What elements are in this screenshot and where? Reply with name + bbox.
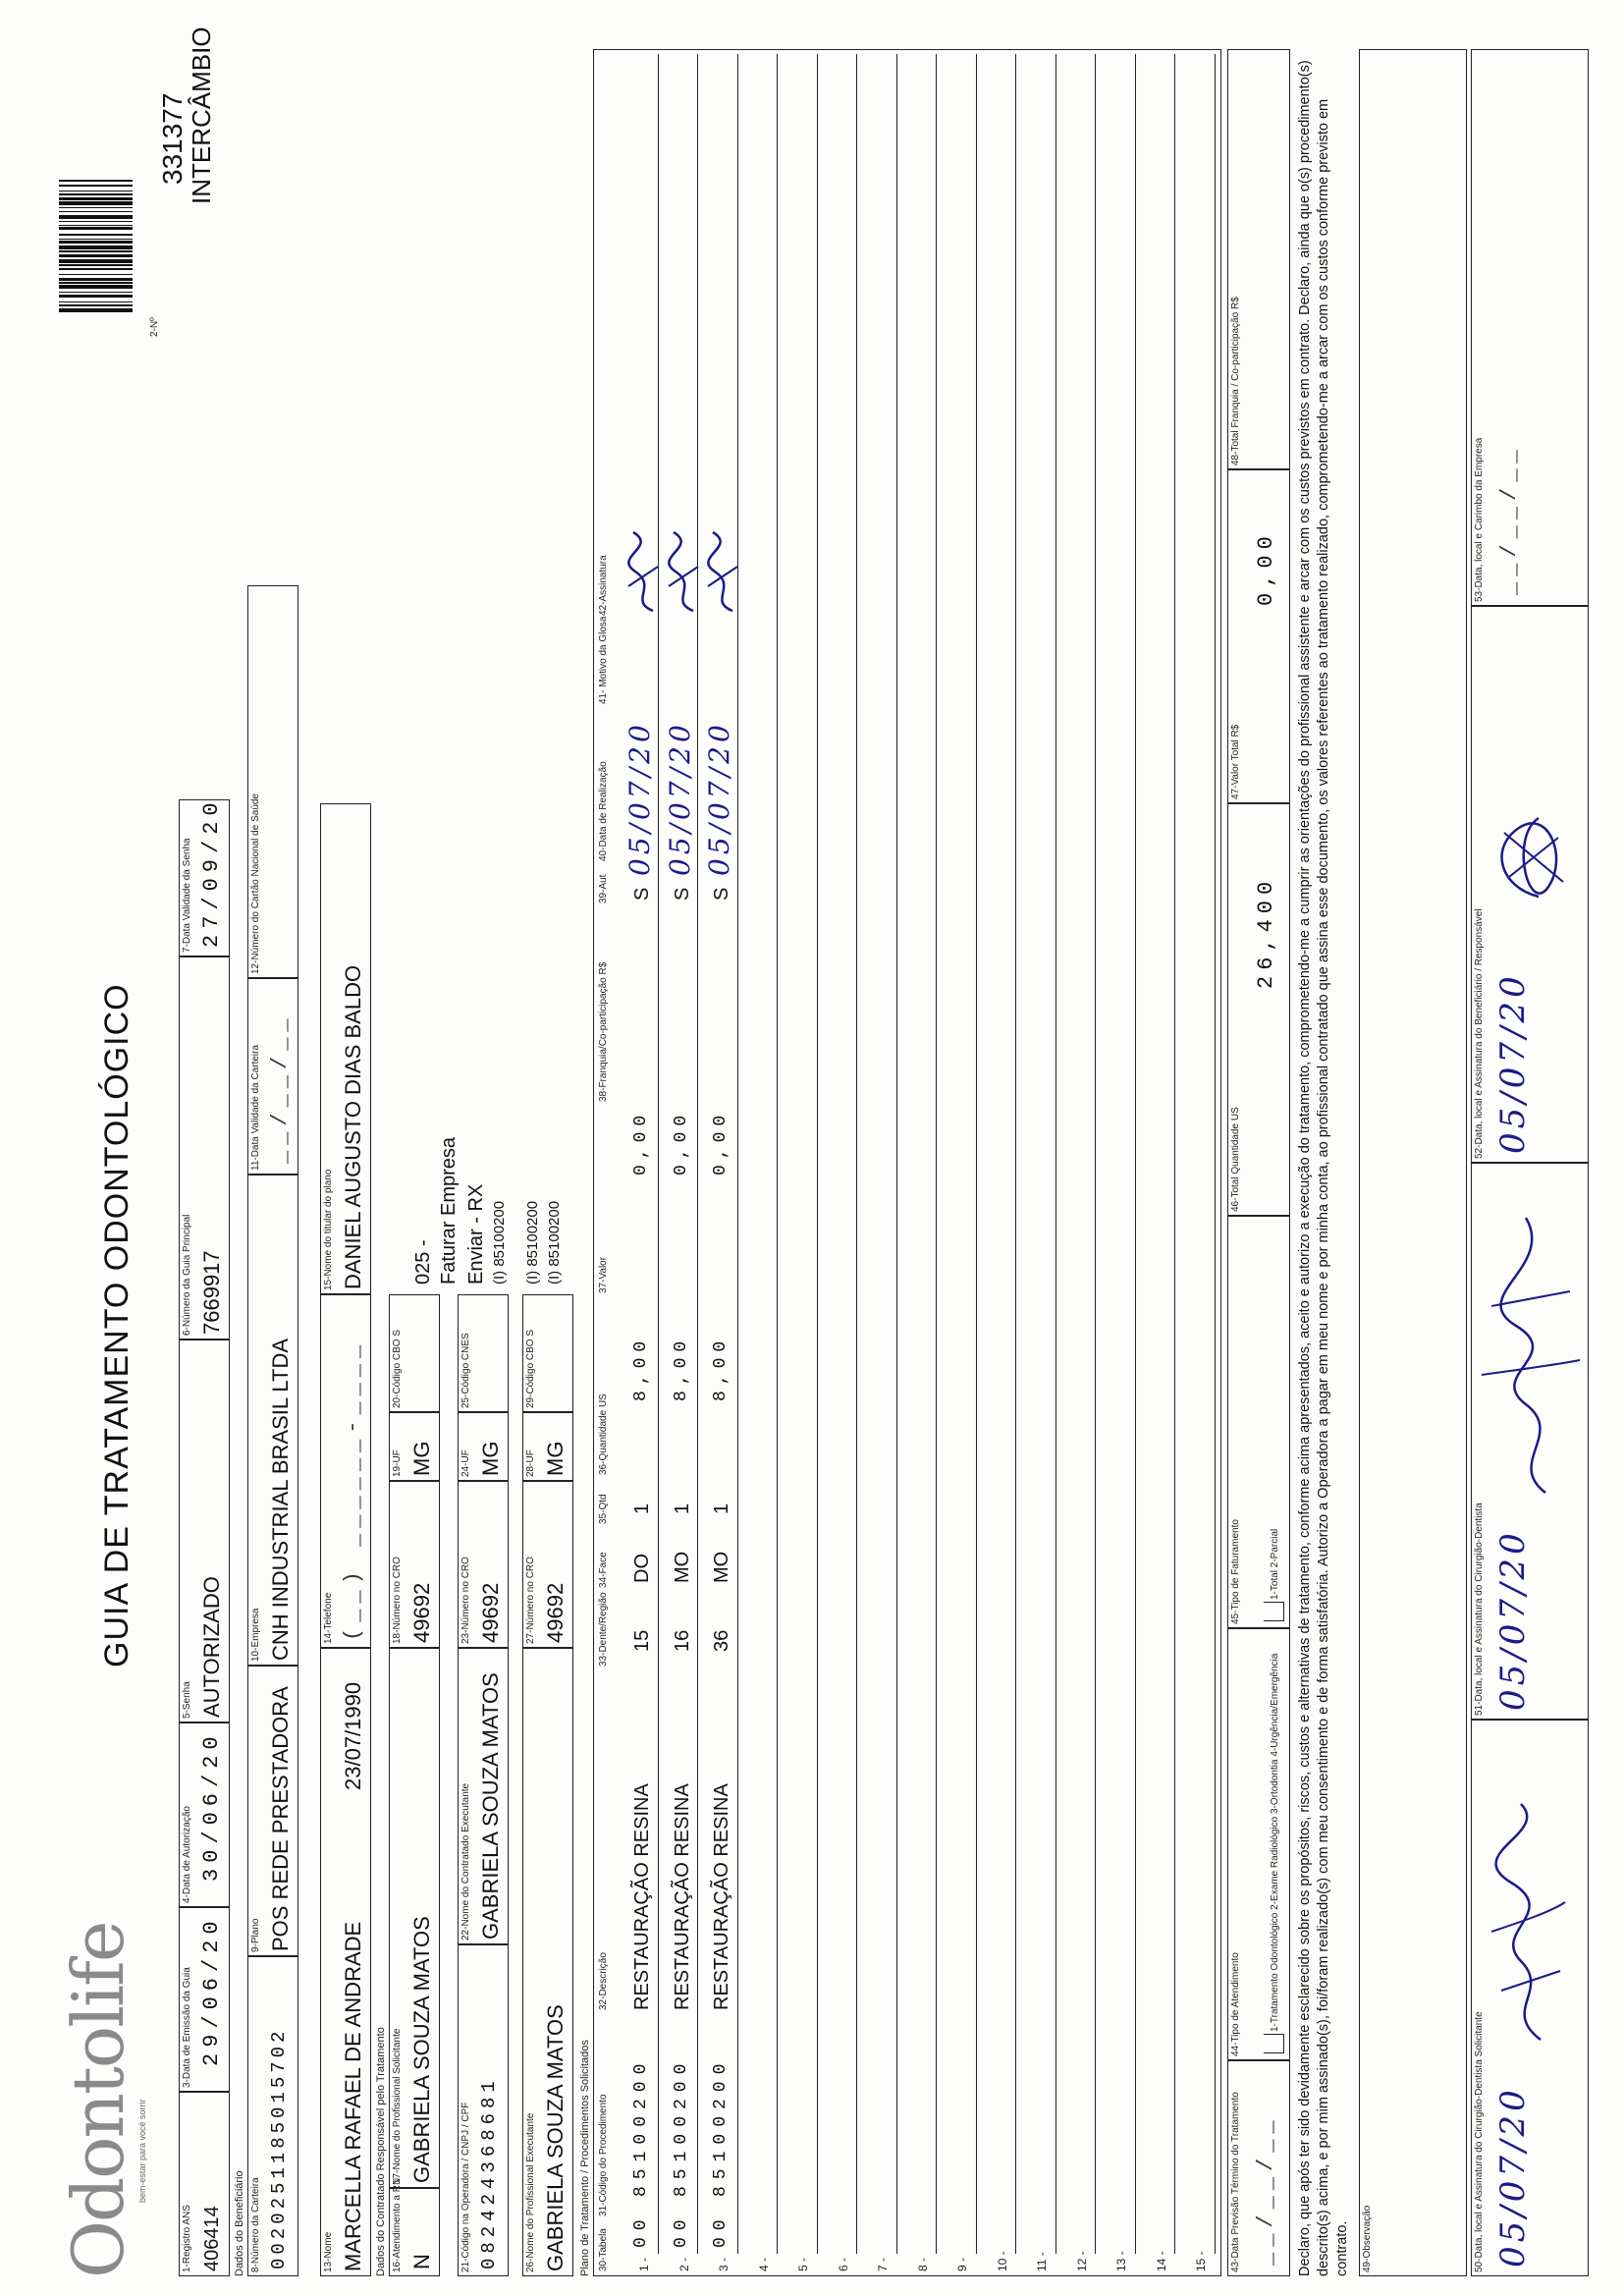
field-prof-exec xyxy=(522,1648,573,2276)
field-validade-senha xyxy=(179,796,230,957)
field-registro-ans xyxy=(179,2092,230,2276)
cell-qtd: 1 xyxy=(711,1503,732,1514)
valor-total-label: 47-Valor Total R$ xyxy=(1230,724,1241,799)
row-number: 7 - xyxy=(876,2257,890,2271)
cell-data-realizacao: 05/07/20 xyxy=(703,721,735,876)
field-total-us xyxy=(1227,803,1290,1216)
validade-senha-label: 7-Data Validade da Senha xyxy=(182,838,192,953)
col-header-glosa: 41- Motivo da Glosa xyxy=(598,616,609,704)
cell-dente: 36 xyxy=(711,1629,732,1652)
row-number: 14 - xyxy=(1154,2251,1168,2271)
cell-tabela: 00 xyxy=(671,2213,691,2248)
field-cartao-nacional xyxy=(247,585,298,978)
row-baseline xyxy=(658,54,659,2254)
cnes-label: 25-Código CNES xyxy=(460,1333,471,1408)
declaration-text: Declaro, que após ter sido devidamente esclarecido sobre os propósitos, riscos, custos e alternativas de tratamento, conforme acima apresentados, aceito e autorizo a execução do tratamento, comprometendo-me a cumprir as orientações do profissional assistente e arcar com os custos previstos em contrato. Declaro, ainda que o(s) procedimento(s) descrito(s) acima, e por mim assinado(s), foi/foram realizado(s) com meu consentimento e de forma satisfatória. Autorizo a Operadora a pagar em meu nome e por minha conta, ao profissional contratado que assina esse documento, os valores referentes ao tratamento realizado, comprometendo-me a arcar com os custos conforme previsto em contrato. xyxy=(1297,60,1350,2276)
field-uf-24 xyxy=(458,1412,509,1481)
data-autorizacao-value: 30/06/20 xyxy=(199,1730,224,1882)
field-observacao[interactable] xyxy=(1359,49,1467,2276)
field-cbo-29 xyxy=(522,1294,573,1412)
cell-tabela: 00 xyxy=(631,2213,651,2248)
table-row xyxy=(1101,50,1141,2275)
empresa-value: CNH INDUSTRIAL BRASIL LTDA xyxy=(268,1338,293,1661)
cro-27-value: 49692 xyxy=(543,1582,568,1643)
row-number: 3 - xyxy=(717,2257,731,2271)
row-number: 9 - xyxy=(955,2257,969,2271)
field-uf-28 xyxy=(522,1412,573,1481)
col-header-data-realizacao: 40-Data de Realização xyxy=(598,761,609,861)
sig50-date: 05/07/20 xyxy=(1493,2086,1533,2268)
procedures-table xyxy=(593,49,1221,2276)
table-row xyxy=(1021,50,1061,2275)
registro-ans-value: 406414 xyxy=(201,2206,223,2271)
logo-tagline: bem-estar para você sorrir xyxy=(137,2099,147,2203)
field-cro-23 xyxy=(458,1481,509,1648)
field-titular xyxy=(320,803,371,1294)
col-header-aut: 39-Aut xyxy=(598,874,609,903)
titular-value: DANIEL AUGUSTO DIAS BALDO xyxy=(341,964,365,1289)
table-row xyxy=(862,50,902,2275)
field-data-autorizacao xyxy=(179,1722,230,1907)
col-header-dente: 33-Dente/Região xyxy=(598,1592,609,1667)
cod-operadora-label: 21-Código na Operadora / CNPJ / CPF xyxy=(460,2102,471,2272)
cro-18-value: 49692 xyxy=(409,1582,434,1643)
validade-senha-value: 27/09/20 xyxy=(199,796,224,948)
note-faturar-empresa: Faturar Empresa xyxy=(438,1136,460,1285)
cell-codigo: 85100200 xyxy=(671,2056,691,2197)
row-baseline xyxy=(976,54,977,2254)
row-baseline xyxy=(1135,54,1136,2254)
field-cro-18 xyxy=(389,1481,440,1648)
row-baseline xyxy=(1215,54,1216,2254)
cell-face: DO xyxy=(631,1554,653,1583)
data-nascimento-value: 23/07/1990 xyxy=(341,1681,365,1790)
cro-23-label: 23-Número no CRO xyxy=(460,1557,471,1644)
row-baseline xyxy=(856,54,857,2254)
row-number: 1 - xyxy=(637,2257,651,2271)
uf-24-label: 24-UF xyxy=(460,1449,471,1477)
plano-label: 9-Plano xyxy=(250,1918,261,1952)
col-header-descricao: 32-Descrição xyxy=(598,1952,609,2010)
row-baseline xyxy=(777,54,778,2254)
table-row xyxy=(743,50,784,2275)
prof-exec-value: GABRIELA SOUZA MATOS xyxy=(543,2004,568,2271)
table-row xyxy=(823,50,863,2275)
field-sig-52 xyxy=(1471,606,1589,1163)
field-nome xyxy=(320,1648,371,2276)
field-tipo-faturamento xyxy=(1227,1216,1290,1628)
row-baseline xyxy=(697,54,698,2254)
prof-exec-label: 26-Nome do Profissional Executante xyxy=(525,2112,536,2272)
uf-28-value: MG xyxy=(543,1441,568,1476)
row-signature-icon xyxy=(703,527,742,616)
cell-data-realizacao: 05/07/20 xyxy=(623,721,656,876)
row-number: 11 - xyxy=(1035,2252,1049,2271)
tipo-faturamento-checkbox[interactable] xyxy=(1264,1602,1284,1621)
row-number: 13 - xyxy=(1114,2251,1128,2271)
signature-51-image xyxy=(1477,1208,1585,1503)
guia-principal-label: 6-Número da Guia Principal xyxy=(182,1214,192,1336)
row-number: 4 - xyxy=(756,2257,771,2271)
row-baseline xyxy=(737,54,738,2254)
cell-aut: S xyxy=(631,887,653,901)
field-total-franquia xyxy=(1227,49,1290,469)
row-baseline xyxy=(817,54,818,2254)
nome-value: MARCELLA RAFAEL DE ANDRADE xyxy=(341,1921,365,2271)
empresa-label: 10-Empresa xyxy=(250,1608,261,1662)
sig53-label: 53-Data, local e Carimbo da Empresa xyxy=(1474,437,1485,602)
field-contratado-exec xyxy=(458,1648,509,1944)
cell-dente: 16 xyxy=(671,1629,693,1652)
row-baseline xyxy=(1015,54,1016,2254)
odontolife-logo: Odontolife xyxy=(57,1922,139,2278)
field-sig-50 xyxy=(1471,1720,1589,2276)
contratado-exec-value: GABRIELA SOUZA MATOS xyxy=(478,1672,503,1940)
guide-number-label: 2-Nº xyxy=(149,317,160,337)
cro-23-value: 49692 xyxy=(478,1582,503,1643)
prof-solicitante-label: 17-Nome do Profissional Solicitante xyxy=(392,2028,403,2184)
valor-total-value: 0,00 xyxy=(1254,530,1278,606)
row-signature-icon xyxy=(623,527,663,616)
table-row xyxy=(1141,50,1181,2275)
note-enviar: Enviar - RX xyxy=(465,1183,487,1285)
row-baseline xyxy=(936,54,937,2254)
table-row xyxy=(783,50,823,2275)
table-row xyxy=(982,50,1022,2275)
col-header-valor: 37-Valor xyxy=(598,1256,609,1293)
registro-ans-label: 1-Registro ANS xyxy=(182,2205,192,2272)
cell-face: MO xyxy=(711,1551,732,1583)
field-sig-51 xyxy=(1471,1163,1589,1720)
plano-value: POS REDE PRESTADORA xyxy=(268,1686,293,1951)
barcode-image xyxy=(59,178,133,312)
cartao-nacional-label: 12-Número do Cartão Nacional de Saúde xyxy=(250,793,261,974)
table-row xyxy=(664,50,704,2275)
table-row xyxy=(1180,50,1220,2275)
cell-qtd-us: 8,00 xyxy=(631,1335,651,1401)
cell-aut: S xyxy=(671,887,693,901)
field-empresa xyxy=(247,1175,298,1666)
beneficiario-section-title: Dados do Beneficiário xyxy=(234,2170,245,2276)
senha-label: 5-Senha xyxy=(182,1681,192,1719)
cell-face: MO xyxy=(671,1551,693,1583)
cod-operadora-value: 082424368681 xyxy=(478,2076,500,2269)
signature-52-image xyxy=(1480,798,1578,916)
row-number: 12 - xyxy=(1074,2251,1089,2271)
row-signature-icon xyxy=(664,527,703,616)
field-sig-53: 53-Data, local e Carimbo da Empresa __/__/__ xyxy=(1471,49,1589,606)
table-row xyxy=(623,50,664,2275)
field-validade-carteira: 11-Data Validade da Carteira __/__/__ xyxy=(247,978,298,1175)
numero-carteira-label: 8-Número da Carteira xyxy=(250,2177,261,2272)
sig52-date: 05/07/20 xyxy=(1493,972,1533,1154)
row-number: 6 - xyxy=(836,2257,850,2271)
cell-tabela: 00 xyxy=(711,2213,731,2248)
cell-descricao: RESTAURAÇÃO RESINA xyxy=(711,1783,732,2010)
atendimento-rn-label: 16-Atendimento a RN xyxy=(392,2177,403,2272)
col-header-franquia: 38-Franquia/Co-participação R$ xyxy=(598,961,609,1102)
field-cro-27 xyxy=(522,1481,573,1648)
observacao-label: 49-Observação xyxy=(1362,2205,1373,2272)
tipo-atendimento-checkbox[interactable] xyxy=(1264,2034,1284,2053)
tipo-faturamento-label: 45-Tipo de Faturamento xyxy=(1230,1519,1241,1624)
total-franquia-label: 48-Total Franquia / Co-participação R$ xyxy=(1230,297,1241,465)
field-uf-19 xyxy=(389,1412,440,1481)
field-data-emissao xyxy=(179,1907,230,2092)
row-baseline xyxy=(1174,54,1175,2254)
field-senha xyxy=(179,1339,230,1722)
table-row xyxy=(902,50,943,2275)
tipo-atendimento-label: 44-Tipo de Atendimento xyxy=(1230,1952,1241,2056)
cell-descricao: RESTAURAÇÃO RESINA xyxy=(631,1783,653,2010)
col-header-face: 34-Face xyxy=(598,1552,609,1588)
field-previsao-termino: 43-Data Previsão Término do Tratamento __/__/__ xyxy=(1227,2060,1290,2276)
data-emissao-label: 3-Data de Emissão da Guia xyxy=(182,1967,192,2088)
cell-qtd-us: 8,00 xyxy=(711,1335,731,1401)
signature-50-image xyxy=(1482,1794,1570,2050)
table-row xyxy=(703,50,743,2275)
field-telefone: 14-Telefone (__) ______-____ xyxy=(320,1294,371,1648)
numero-carteira-value: 0020251185015702 xyxy=(268,2027,290,2269)
guide-number: 331377 xyxy=(157,92,188,185)
col-header-qtd-us: 36-Quantidade US xyxy=(598,1394,609,1475)
note-code-2: (I) 85100200 xyxy=(524,1200,541,1285)
sig52-label: 52-Data, local e Assinatura do Beneficiário / Responsável xyxy=(1474,908,1485,1159)
uf-19-label: 19-UF xyxy=(392,1449,403,1477)
form-title: GUIA DE TRATAMENTO ODONTOLÓGICO xyxy=(98,983,135,1667)
cro-18-label: 18-Número no CRO xyxy=(392,1557,403,1644)
row-number: 5 - xyxy=(796,2257,810,2271)
row-number: 2 - xyxy=(677,2257,691,2271)
cell-qtd: 1 xyxy=(671,1503,693,1514)
field-cbo-20 xyxy=(389,1294,440,1412)
atendimento-rn-value: N xyxy=(409,2254,434,2269)
cell-descricao: RESTAURAÇÃO RESINA xyxy=(671,1783,693,2010)
uf-19-value: MG xyxy=(409,1441,434,1476)
contratado-section-title: Dados do Contratado Responsável pelo Tratamento xyxy=(375,2027,387,2276)
field-cnes xyxy=(458,1294,509,1412)
tipo-atendimento-options: 1-Tratamento Odontológico 2-Exame Radiológico 3-Ortodontia 4-Urgência/Emergência xyxy=(1270,1653,1280,2032)
row-number: 10 - xyxy=(995,2251,1009,2271)
cell-codigo: 85100200 xyxy=(711,2056,731,2197)
contratado-exec-label: 22-Nome do Contratado Executante xyxy=(460,1782,471,1941)
uf-28-label: 28-UF xyxy=(525,1449,536,1477)
row-baseline xyxy=(1095,54,1096,2254)
guide-type: INTERCÂMBIO xyxy=(187,27,216,204)
sig51-label: 51-Data, local e Assinatura do Cirurgião-Dentista xyxy=(1474,1503,1485,1716)
field-tipo-atendimento xyxy=(1227,1628,1290,2060)
total-us-label: 46-Total Quantidade US xyxy=(1230,1107,1241,1212)
nome-label: 13-Nome xyxy=(323,2231,334,2272)
titular-label: 15-Nome do titular do plano xyxy=(323,1169,334,1290)
cro-27-label: 27-Número no CRO xyxy=(525,1557,536,1644)
data-autorizacao-label: 4-Data de Autorização xyxy=(182,1806,192,1903)
data-emissao-value: 29/06/20 xyxy=(199,1915,224,2066)
field-atendimento-rn xyxy=(389,2177,440,2276)
prof-solicitante-value: GABRIELA SOUZA MATOS xyxy=(409,1916,434,2183)
table-row xyxy=(942,50,982,2275)
cell-valor: 0,00 xyxy=(711,1109,731,1175)
cell-qtd: 1 xyxy=(631,1503,653,1514)
telefone-label: 14-Telefone xyxy=(323,1592,334,1644)
col-header-qtd: 35-Qtd xyxy=(598,1494,609,1524)
cbo-29-label: 29-Código CBO S xyxy=(525,1329,536,1408)
col-header-codigo: 31-Código do Procedimento xyxy=(598,2094,609,2216)
previsao-label: 43-Data Previsão Término do Tratamento xyxy=(1230,2092,1241,2272)
sig50-label: 50-Data, local e Assinatura do Cirurgião-Dentista Solicitante xyxy=(1474,2011,1485,2272)
cell-dente: 15 xyxy=(631,1629,653,1652)
row-baseline xyxy=(896,54,897,2254)
row-number: 8 - xyxy=(915,2257,930,2271)
table-row xyxy=(1061,50,1102,2275)
validade-carteira-label: 11-Data Validade da Carteira xyxy=(250,1044,261,1171)
tipo-faturamento-options: 1-Total 2-Parcial xyxy=(1270,1528,1280,1600)
senha-value: AUTORIZADO xyxy=(199,1576,224,1718)
field-plano xyxy=(247,1666,298,1956)
field-valor-total xyxy=(1227,469,1290,803)
total-us-value: 26,400 xyxy=(1254,875,1278,989)
guia-principal-value: 7669917 xyxy=(199,1250,224,1335)
cbo-20-label: 20-Código CBO S xyxy=(392,1329,403,1408)
col-header-assinatura: 42-Assinatura xyxy=(598,555,609,616)
cell-aut: S xyxy=(711,887,732,901)
note-code-1: (I) 85100200 xyxy=(491,1200,508,1285)
field-cod-operadora xyxy=(458,1944,509,2276)
row-number: 15 - xyxy=(1194,2251,1208,2271)
cell-data-realizacao: 05/07/20 xyxy=(663,721,696,876)
field-guia-principal xyxy=(179,957,230,1339)
cell-valor: 0,00 xyxy=(631,1109,651,1175)
field-numero-carteira xyxy=(247,1956,298,2276)
field-prof-solicitante xyxy=(389,1648,440,2188)
note-faturar: 025 - xyxy=(412,1239,434,1285)
note-code-3: (I) 85100200 xyxy=(546,1200,563,1285)
cell-valor: 0,00 xyxy=(671,1109,691,1175)
cell-qtd-us: 8,00 xyxy=(671,1335,691,1401)
sig51-date: 05/07/20 xyxy=(1493,1529,1533,1711)
col-header-tabela: 30-Tabela xyxy=(598,2228,609,2271)
uf-24-value: MG xyxy=(478,1441,503,1476)
procedures-section-title: Plano de Tratamento / Procedimentos Solicitados xyxy=(579,2040,591,2276)
cell-codigo: 85100200 xyxy=(631,2056,651,2197)
